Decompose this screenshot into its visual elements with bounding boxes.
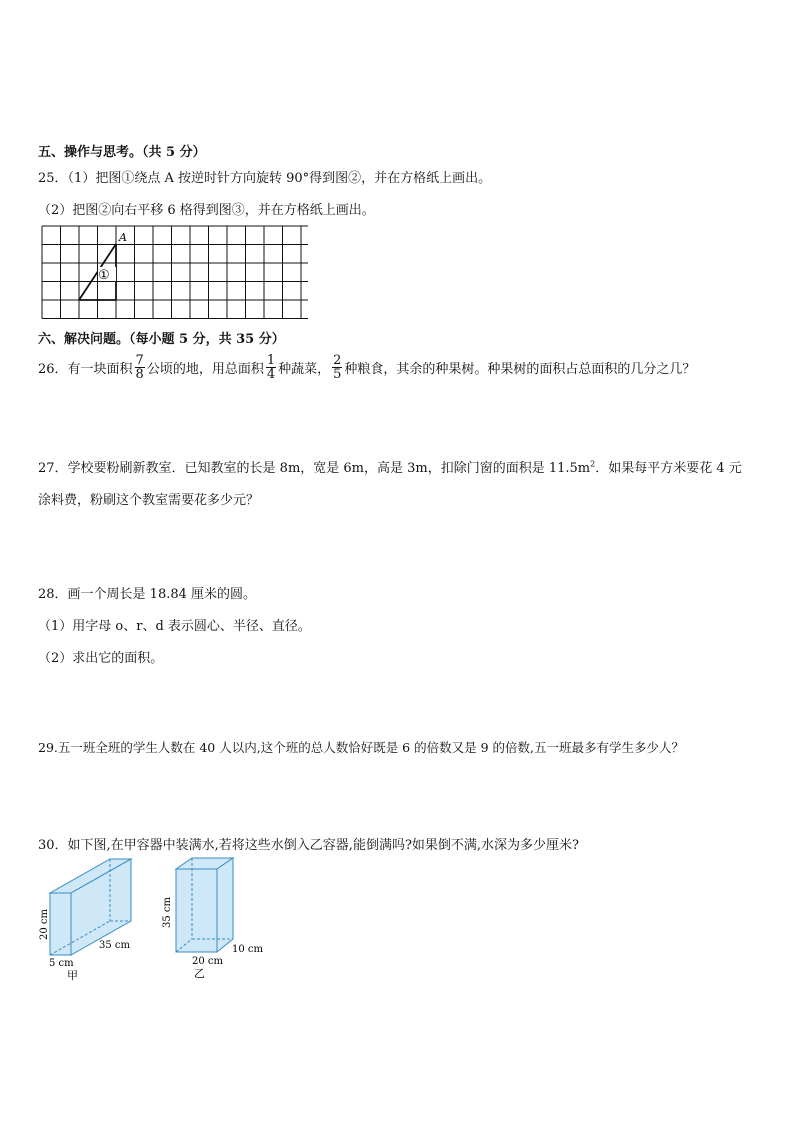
container-yi-figure: [158, 855, 268, 985]
point-a-label: A: [119, 231, 127, 244]
q27-line1-b: ．如果每平方米要花 4 元: [595, 461, 742, 476]
fraction-denominator: 8: [135, 366, 144, 382]
q27-superscript: 2: [590, 459, 596, 469]
q27-line2: 涂料费，粉刷这个教室需要花多少元？: [38, 493, 260, 508]
q29-text: 29.五一班全班的学生人数在 40 人以内,这个班的总人数恰好既是 6 的倍数又是 9 的倍数,五一班最多有学生多少人？: [38, 740, 684, 755]
fraction-1-4: [266, 354, 276, 381]
section-5-title: 五、操作与思考。（共 5 分）: [38, 145, 206, 160]
fraction-numerator: 1: [266, 352, 276, 368]
q28-line1: 28．画一个周长是 18.84 厘米的圆。: [38, 587, 257, 602]
jia-name-label: 甲: [67, 969, 78, 982]
yi-name-label: 乙: [194, 967, 205, 980]
q25-grid-figure: [38, 222, 308, 328]
fraction-numerator: 2: [333, 352, 342, 368]
yi-width-label: 10 cm: [232, 944, 263, 955]
q25-part2: （2）把图②向右平移 6 格得到图③，并在方格纸上画出。: [38, 203, 375, 218]
q25-part1: 25．（1）把图①绕点 A 按逆时针方向旋转 90°得到图②，并在方格纸上画出。: [38, 171, 492, 186]
q26-prefix: 26．有一块面积: [38, 361, 133, 377]
fraction-2-5: [332, 354, 342, 381]
jia-length-label: 35 cm: [99, 940, 130, 951]
q28-line3: （2）求出它的面积。: [38, 651, 164, 666]
fraction-numerator: 7: [135, 352, 144, 368]
yi-length-label: 20 cm: [192, 956, 223, 967]
section-6-title: 六、解决问题。（每小题 5 分，共 35 分）: [38, 332, 285, 347]
yi-height-label: 35 cm: [162, 897, 173, 928]
q27-line1: [38, 457, 742, 476]
q26-mid1: 公顷的地，用总面积: [146, 361, 264, 377]
q26-mid2: 种蔬菜，: [278, 361, 331, 377]
container-jia-figure: [35, 855, 145, 985]
fraction-7-8: [135, 354, 145, 381]
shape-label: ①: [98, 268, 110, 283]
fraction-denominator: 4: [266, 366, 276, 382]
q26-suffix: 种粮食，其余的种果树。种果树的面积占总面积的几分之几？: [344, 361, 696, 377]
fraction-denominator: 5: [333, 366, 342, 382]
q28-line2: （1）用字母 o、r、d 表示圆心、半径、直径。: [38, 619, 311, 634]
jia-height-label: 20 cm: [39, 909, 50, 940]
q30-text: 30．如下图,在甲容器中装满水,若将这些水倒入乙容器,能倒满吗?如果倒不满,水深为多少厘米?: [38, 838, 580, 853]
q26: [38, 347, 695, 387]
q27-line1-a: 27．学校要粉刷新教室．已知教室的长是 8m，宽是 6m，高是 3m，扣除门窗的面积是 11.5m: [38, 461, 591, 476]
grid-lines: [42, 226, 308, 319]
jia-width-label: 5 cm: [49, 958, 74, 969]
